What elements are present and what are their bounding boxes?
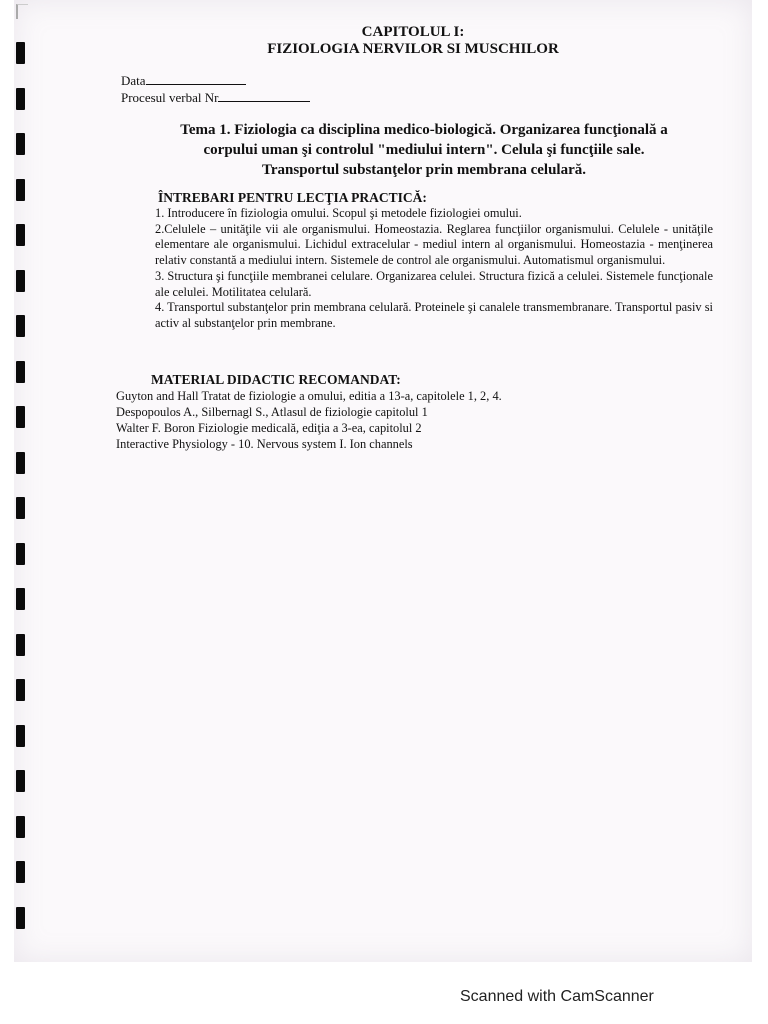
document-page [14,0,752,962]
question-item: 4. Transportul substanţelor prin membrana celulară. Proteinele şi canalele transmembranare. Transportul pasiv si activ al substanţelor prin membrane. [155,300,713,330]
material-item: Despopoulos A., Silbernagl S., Atlasul de fiziologie capitolul 1 [116,405,428,419]
protocol-field [121,90,310,106]
chapter-title: CAPITOLUL I: [361,24,465,40]
question-item: 3. Structura şi funcţiile membranei celulare. Organizarea celulei. Structura fizică a celulei. Sistemele funcţionale ale celulei. Motilitatea celulară. [155,268,713,299]
chapter-subtitle: FIZIOLOGIA NERVILOR SI MUSCHILOR [267,41,559,57]
date-label: Data [121,73,146,88]
question-item: 2.Celulele – unităţile vii ale organismului. Homeostazia. Reglarea funcţiilor organismului. Celulele - unităţile elementare ale organismului. Lichidul extracelular - mediul intern al organismului. Homeostazia - menţinerea relativ constantă a mediului intern. Sistemele de control ale organismului. Automatismul organismului. [155,221,713,268]
topic-line-2: corpului uman şi controlul "mediului intern". Celula şi funcţiile sale. [203,142,645,158]
camscanner-watermark: Scanned with CamScanner [460,988,654,1005]
questions-heading: ÎNTREBARI PENTRU LECŢIA PRACTICĂ: [158,190,427,205]
materials-list [116,388,616,452]
material-item: Guyton and Hall Tratat de fiziologie a omului, editia a 13-a, capitolele 1, 2, 4. [116,389,502,403]
protocol-blank [218,101,310,102]
date-field [121,73,246,89]
protocol-label: Procesul verbal Nr [121,90,219,105]
topic-heading [124,120,724,180]
material-item: Walter F. Boron Fiziologie medicală, ediţia a 3-ea, capitolul 2 [116,421,422,435]
materials-heading: MATERIAL DIDACTIC RECOMANDAT: [151,372,401,387]
question-item: 1. Introducere în fiziologia omului. Scopul şi metodele fiziologiei omului. [155,206,522,220]
date-blank [146,84,246,85]
material-item: Interactive Physiology - 10. Nervous system I. Ion channels [116,437,413,451]
topic-line-1: Tema 1. Fiziologia ca disciplina medico-biologică. Organizarea funcţională a [180,122,668,138]
topic-line-3: Transportul substanţelor prin membrana celulară. [261,162,587,178]
questions-list [155,206,713,332]
chapter-heading [14,24,752,58]
